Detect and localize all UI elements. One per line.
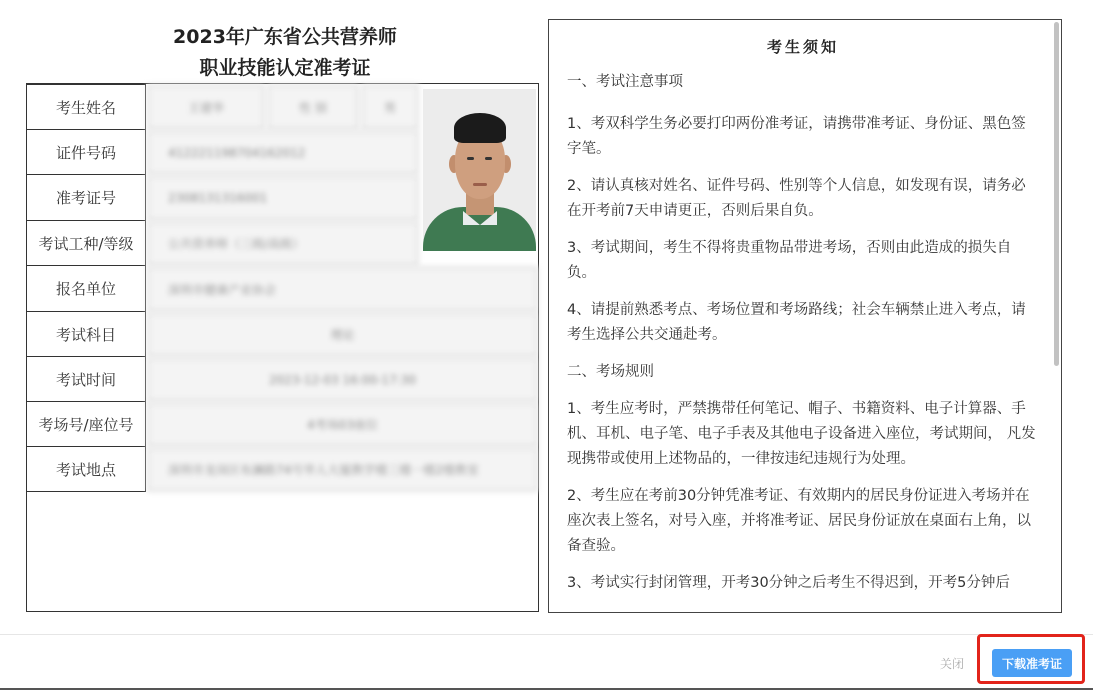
ticket-title-line2: 职业技能认定准考证 (199, 57, 371, 79)
notice-item: 3、考试期间，考生不得将贵重物品带进考场，否则由此造成的损失自负。 (567, 240, 1012, 281)
value-occupation: 公共营养师（三级/高级） (147, 221, 419, 266)
label-location: 考试地点 (26, 447, 146, 492)
notice-item: 2、请认真核对姓名、证件号码、性别等个人信息，如发现有误，请务必在开考前7天申请更正，否则后果自负。 (567, 178, 1026, 219)
candidate-photo (423, 89, 536, 251)
label-exam-number: 准考证号 (26, 175, 146, 221)
notice-item: 1、考生应考时，严禁携带任何笔记、帽子、书籍资料、电子计算器、手机、耳机、电子笔、电子手表及其他电子设备进入座位，考试期间， 凡发现携带或使用上述物品的，一律按违纪违规行为处理。 (567, 401, 1036, 467)
notice-panel[interactable] (548, 19, 1062, 613)
gender-label: 性 别 (267, 84, 359, 130)
label-time: 考试时间 (26, 357, 146, 402)
notice-item: 3、考试实行封闭管理，开考30分钟之后考生不得迟到，开考5分钟后 (567, 575, 1010, 591)
notice-section-2: 二、考场规则 (567, 364, 654, 380)
notice-item: 4、请提前熟悉考点、考场位置和考场路线；社会车辆禁止进入考点，请考生选择公共交通赴考。 (567, 302, 1026, 343)
value-gender: 男 (361, 84, 419, 130)
value-location: 深圳市龙岗区布澜路74号华人大厦教学楼三楼一楼2楼教室 (147, 447, 538, 492)
value-id-number: 412221198704162012 (147, 130, 419, 175)
close-button[interactable]: 关闭 (939, 656, 964, 671)
notice-scrollbar[interactable] (1054, 22, 1059, 366)
value-name: 王建华 (147, 84, 265, 130)
notice-section-1: 一、考试注意事项 (567, 74, 683, 90)
notice-item: 1、考双科学生务必要打印两份准考证，请携带准考证、身份证、黑色签字笔。 (567, 116, 1026, 157)
label-name: 考生姓名 (26, 84, 146, 130)
label-room-seat: 考场号/座位号 (26, 402, 146, 447)
label-occupation: 考试工种/等级 (26, 221, 146, 266)
value-time: 2023-12-03 16:00-17:30 (147, 357, 538, 402)
label-unit: 报名单位 (26, 266, 146, 312)
label-subject: 考试科目 (26, 312, 146, 357)
ticket-title (150, 22, 420, 84)
notice-title: 考生须知 (766, 38, 839, 56)
download-ticket-button[interactable]: 下载准考证 (992, 649, 1072, 677)
value-unit: 深圳市健康产业协会 (147, 266, 538, 312)
footer-divider (0, 634, 1093, 635)
value-room-seat: 4考场03座位 (147, 402, 538, 447)
value-exam-number: 2308131316001 (147, 175, 419, 221)
label-id-number: 证件号码 (26, 130, 146, 175)
notice-item: 2、考生应在考前30分钟凭准考证、有效期内的居民身份证进入考场并在座次表上签名，对号入座，并将准考证、居民身份证放在桌面右上角，以备查验。 (567, 488, 1031, 554)
value-subject: 理论 (147, 312, 538, 357)
ticket-title-line1: 2023年广东省公共营养师 (173, 26, 397, 48)
